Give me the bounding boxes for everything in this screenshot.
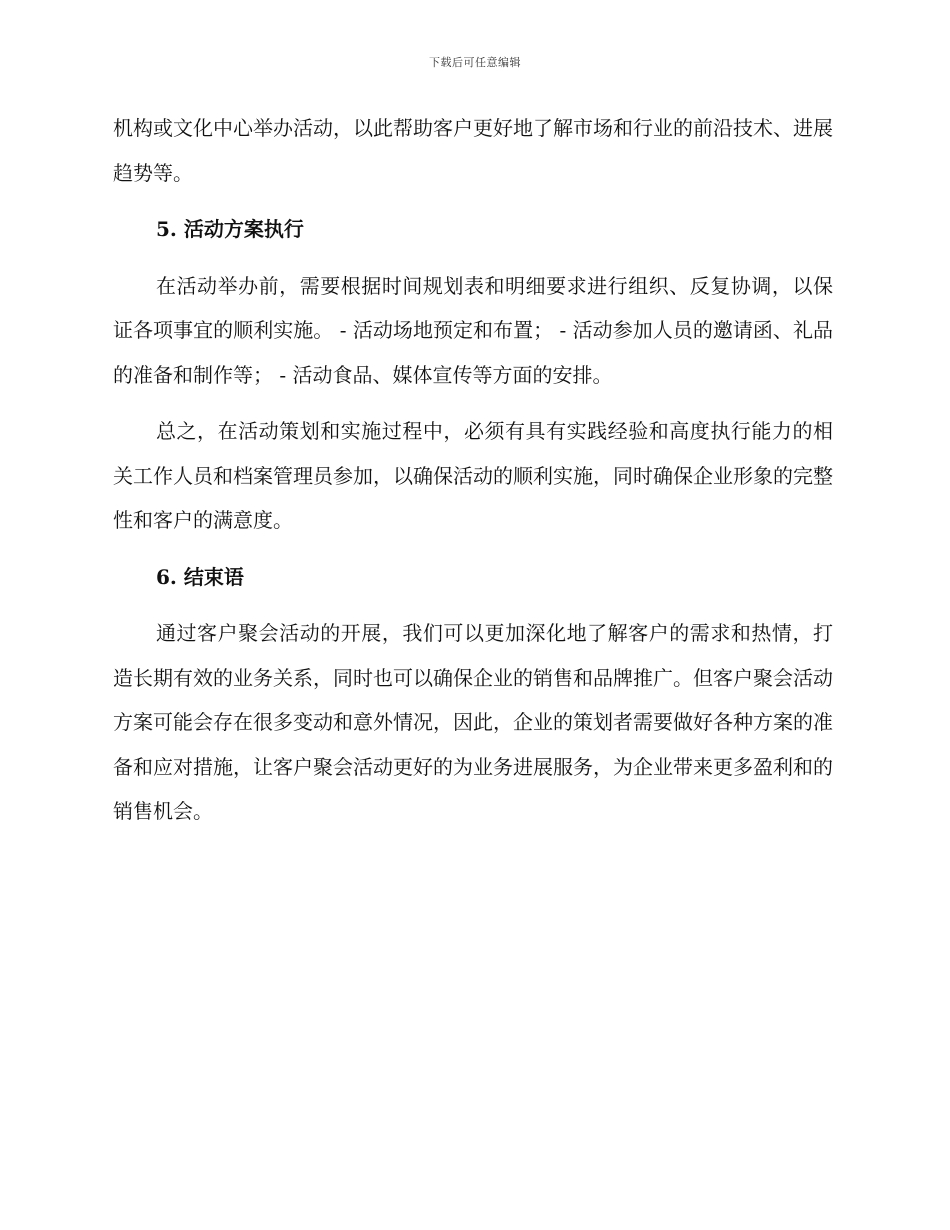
page-header: 下载后可任意编辑 [429, 56, 521, 69]
continuation-paragraph: 机构或文化中心举办活动，以此帮助客户更好地了解市场和行业的前沿技术、进展趋势等。 [113, 116, 833, 185]
section-6-heading: 6. 结束语 [156, 564, 244, 589]
section-6-paragraph-1: 通过客户聚会活动的开展，我们可以更加深化地了解客户的需求和热情，打造长期有效的业务关系，同时也可以确保企业的销售和品牌推广。但客户聚会活动方案可能会存在很多变动和意外情况，因此，企业的策划者需要做好各种方案的准备和应对措施，让客户聚会活动更好的为业务进展服务，为企业带来更多盈利和的销售机会。 [113, 621, 833, 823]
section-5-paragraph-2: 总之，在活动策划和实施过程中，必须有具有实践经验和高度执行能力的相关工作人员和档案管理员参加，以确保活动的顺利实施，同时确保企业形象的完整性和客户的满意度。 [113, 419, 833, 532]
section-5-paragraph-1: 在活动举办前，需要根据时间规划表和明细要求进行组织、反复协调，以保证各项事宜的顺利实施。 - 活动场地预定和布置； - 活动参加人员的邀请函、礼品的准备和制作等； - 活动食品、媒体宣传等方面的安排。 [113, 273, 833, 387]
document-body [113, 106, 833, 834]
section-5-heading: 5. 活动方案执行 [156, 217, 304, 241]
